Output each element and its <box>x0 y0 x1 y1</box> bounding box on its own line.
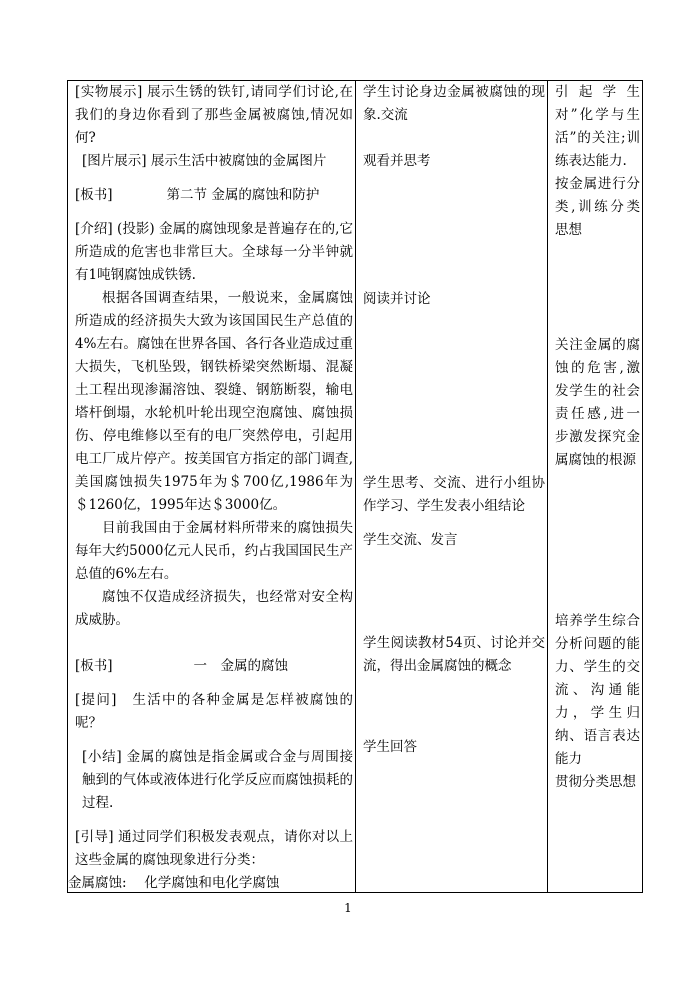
cell-text: [图片展示] 展示生活中被腐蚀的金属图片 <box>82 153 327 169</box>
cell-text: 引起学生对”化学与生活”的关注;训练表达能力. <box>555 84 640 169</box>
cell-text: [提问] 生活中的各种金属是怎样被腐蚀的呢？ <box>75 692 353 731</box>
cell-text: 根据各国调查结果，一般说来，金属腐蚀所造成的经济损失大致为该国国民生产总值的4%左右。腐蚀在世界各国、各行各业造成过重大损失，飞机坠毁，钢铁桥梁突然断塌、混凝土工程出现渗漏溶蚀、裂缝、钢筋断裂，输电塔杆倒塌，水轮机叶轮出现空泡腐蚀、腐蚀损伤、停电维修以至有的电厂突然停电，引起用电工厂成片停产。按美国官方指定的部门调查,美国腐蚀损失1975年为＄700亿,1986年为＄1260亿，1995年达＄3000亿。 <box>75 290 353 513</box>
teacher-activity-column <box>68 81 356 892</box>
cell-text: [介绍] (投影) 金属的腐蚀现象是普遍存在的,它所造成的危害也非常巨大。全球每一分半钟就有1吨钢腐蚀成铁锈. <box>75 221 353 283</box>
cell-text: 学生思考、交流、进行小组协作学习、学生发表小组结论 <box>363 475 545 514</box>
cell-text: [板书] 第二节 金属的腐蚀和防护 <box>75 187 320 203</box>
cell-text: 学生交流、发言 <box>363 532 458 548</box>
lesson-table <box>67 80 643 893</box>
student-activity-column <box>356 81 548 892</box>
cell-text: 贯彻分类思想 <box>555 774 636 790</box>
cell-text: [实物展示] 展示生锈的铁钉,请同学们讨论,在我们的身边你看到了那些金属被腐蚀,情况如何? <box>75 84 353 146</box>
cell-text: [板书] 一 金属的腐蚀 <box>75 658 289 674</box>
cell-text: 学生讨论身边金属被腐蚀的现象.交流 <box>363 84 545 123</box>
cell-text: 阅读并讨论 <box>363 291 431 307</box>
cell-text: [引导] 通过同学们积极发表观点，请你对以上这些金属的腐蚀现象进行分类： <box>75 829 353 868</box>
cell-text: 培养学生综合分析问题的能力、学生的交流、沟通能力，学生归纳、语言表达能力 <box>555 613 640 767</box>
page-number: 1 <box>344 901 352 915</box>
cell-text: 学生回答 <box>363 739 417 755</box>
cell-text: 目前我国由于金属材料所带来的腐蚀损失每年大约5000亿元人民币，约占我国国民生产总值的6%左右。 <box>75 520 353 582</box>
cell-text: 腐蚀不仅造成经济损失，也经常对安全构成威胁。 <box>75 589 353 628</box>
cell-text: 观看并思考 <box>363 153 431 169</box>
cell-text: 金属腐蚀: 化学腐蚀和电化学腐蚀 <box>68 875 280 891</box>
cell-text: 按金属进行分类,训练分类思想 <box>555 176 640 238</box>
design-intent-column <box>548 81 642 892</box>
cell-text: [小结] 金属的腐蚀是指金属或合金与周围接触到的气体或液体进行化学反应而腐蚀损耗的过程. <box>82 749 353 811</box>
cell-text: 学生阅读教材54页、讨论并交流，得出金属腐蚀的概念 <box>363 635 545 674</box>
cell-text: 关注金属的腐蚀的危害,激发学生的社会责任感,进一步激发探究金属腐蚀的根源 <box>555 337 640 468</box>
top-rule <box>77 80 614 81</box>
